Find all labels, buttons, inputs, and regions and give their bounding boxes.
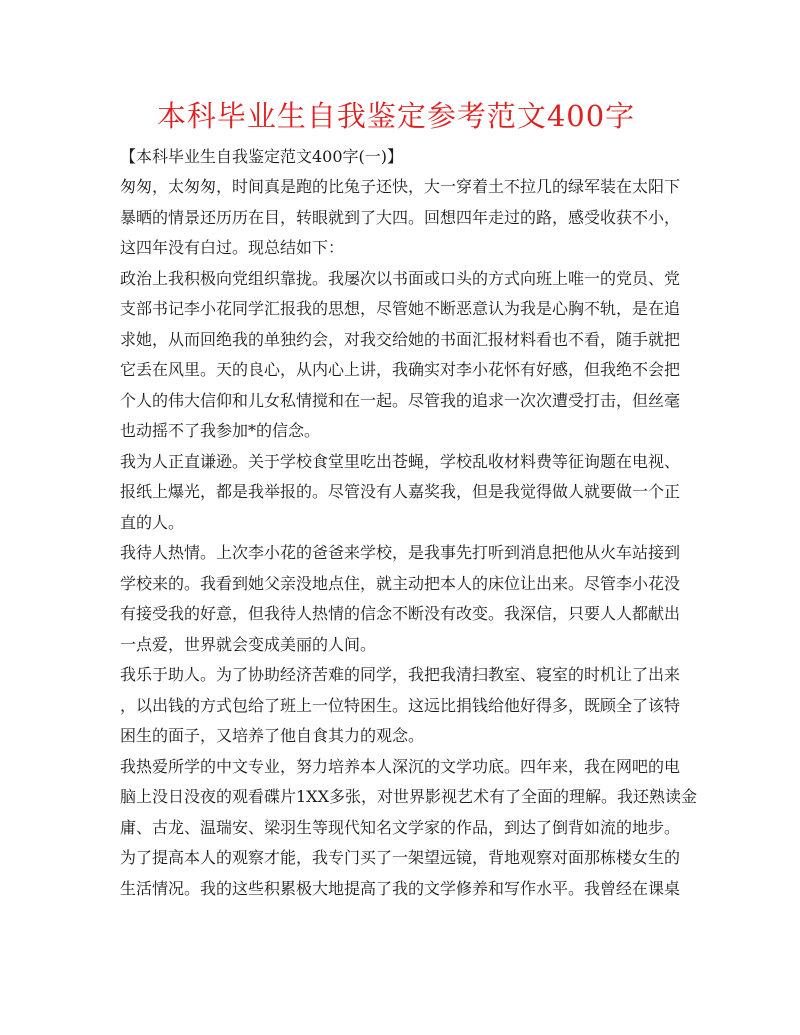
text-line: 为了提高本人的观察才能，我专门买了一架望远镜，背地观察对面那栋楼女生的 (120, 848, 681, 867)
text-line: 庸、古龙、温瑞安、梁羽生等现代知名文学家的作品，到达了倒背如流的地步。 (120, 817, 681, 837)
text-line: 匆匆，太匆匆，时间真是跑的比兔子还快，大一穿着土不拉几的绿军装在太阳下 (120, 177, 681, 196)
section-heading: 【本科毕业生自我鉴定范文400字(一)】 (120, 147, 404, 166)
text-line: 生活情况。我的这些积累极大地提高了我的文学修养和写作水平。我曾经在课桌 (120, 878, 681, 898)
text-line: ，以出钱的方式包给了班上一位特困生。这远比捐钱给他好得多，既顾全了该特 (120, 695, 681, 715)
paragraph (120, 660, 681, 752)
text-line: 也动摇不了我参加*的信念。 (120, 421, 321, 440)
text-line: 个人的伟大信仰和儿女私情搅和在一起。尽管我的追求一次次遭受打击，但丝毫 (120, 390, 681, 410)
text-line: 学校来的。我看到她父亲没地点住，就主动把本人的床位让出来。尽管李小花没 (120, 573, 681, 593)
text-line: 政治上我积极向党组织靠拢。我屡次以书面或口头的方式向班上唯一的党员、党 (120, 268, 681, 288)
text-line: 一点爱，世界就会变成美丽的人间。 (120, 634, 377, 654)
text-line: 脑上没日没夜的观看碟片1XX多张，对世界影视艺术有了全面的理解。我还熟读金 (120, 787, 697, 806)
text-line: 我乐于助人。为了协助经济苦难的同学，我把我清扫教室、寝室的时机让了出来 (120, 665, 681, 684)
text-line: 它丢在风里。天的良心，从内心上讲，我确实对李小花怀有好感，但我绝不会把 (120, 360, 681, 379)
paragraph (120, 172, 681, 264)
text-line: 我为人正直谦逊。关于学校食堂里吃出苍蝇，学校乱收材料费等征询题在电视、 (120, 451, 681, 471)
text-line: 我热爱所学的中文专业，努力培养本人深沉的文学功底。四年来，我在网吧的电 (120, 756, 681, 776)
paragraph (120, 538, 681, 660)
paragraph (120, 447, 681, 539)
text-line: 求她，从而回绝我的单独约会，对我交给她的书面汇报材料看也不看，随手就把 (120, 329, 681, 349)
text-line: 暴晒的情景还历历在目，转眼就到了大四。回想四年走过的路，感受收获不小， (120, 207, 681, 227)
text-line: 有接受我的好意，但我待人热情的信念不断没有改变。我深信，只要人人都献出 (120, 604, 681, 623)
text-line: 我待人热情。上次李小花的爸爸来学校，是我事先打听到消息把他从火车站接到 (120, 543, 681, 562)
text-line: 这四年没有白过。现总结如下： (120, 238, 345, 257)
paragraph (120, 264, 681, 447)
document-body (120, 172, 697, 904)
paragraph (120, 752, 697, 905)
text-line: 困生的面子，又培养了他自食其力的观念。 (120, 726, 425, 745)
document-title: 本科毕业生自我鉴定参考范文400字 (156, 99, 636, 133)
text-line: 直的人。 (120, 512, 185, 532)
text-line: 报纸上爆光，都是我举报的。尽管没有人嘉奖我，但是我觉得做人就要做一个正 (120, 482, 681, 501)
text-line: 支部书记李小花同学汇报我的思想，尽管她不断恶意认为我是心胸不轨，是在追 (120, 299, 681, 318)
